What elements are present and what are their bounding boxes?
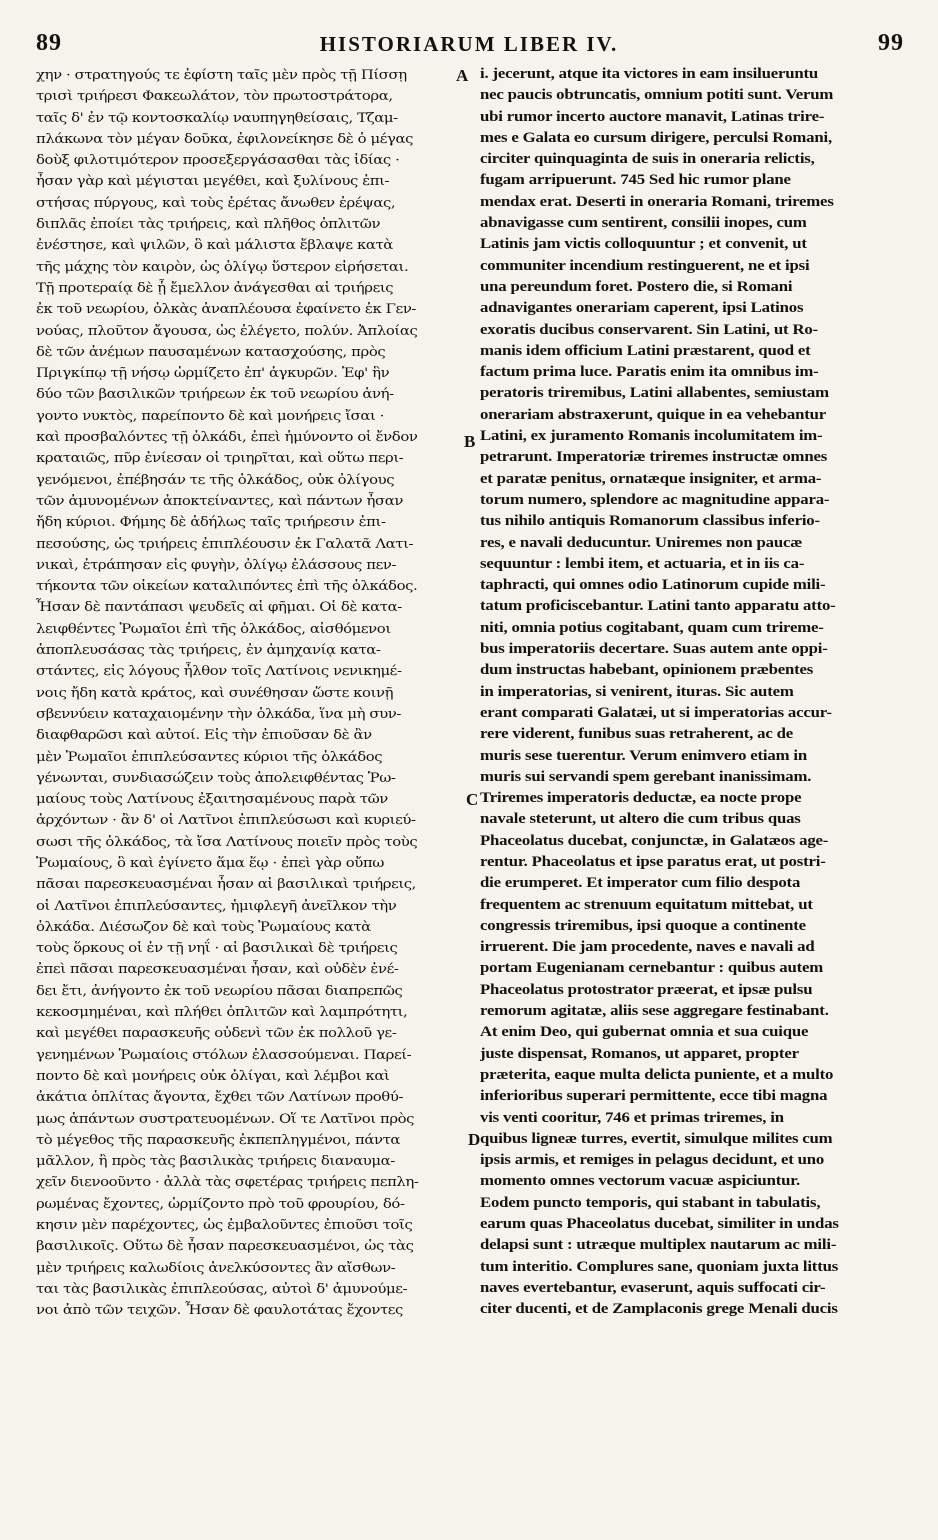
latin-line-text: delapsi sunt : utræque multiplex nautarum ac mili- (480, 1237, 837, 1254)
greek-line-text: ἦσαν γὰρ καὶ μέγισται μεγέθει, καὶ ξυλίνους ἐπι- (36, 173, 390, 189)
latin-line (480, 703, 910, 724)
greek-line-text: κησιν μὲν παρέχοντες, ὡς ἐμβαλοῦντες ἐπιοῦσι τοῖς (36, 1217, 413, 1233)
greek-line (36, 1044, 468, 1065)
greek-line (36, 1214, 468, 1235)
latin-line-text: Latinis jam victis colloquuntur ; et convenit, ut (480, 236, 807, 253)
section-marker-c: C (466, 790, 479, 809)
latin-line (480, 362, 910, 383)
latin-line (480, 1171, 910, 1192)
latin-line (480, 1278, 910, 1299)
latin-line (480, 873, 910, 894)
latin-line (480, 1257, 910, 1278)
latin-line-text: adnavigantes onerariam caperent, ipsi Latinos (480, 300, 804, 317)
latin-line-text: tatum proficiscebantur. Latini tanto apparatu atto- (480, 598, 836, 615)
greek-line (36, 746, 468, 767)
latin-line-text: Triremes imperatoris deductæ, ea nocte prope (480, 790, 802, 807)
greek-line (36, 895, 468, 916)
latin-line-text: die erumperet. Et imperator cum filio despota (480, 875, 801, 892)
latin-line (480, 767, 910, 788)
latin-line-text: inferioribus superari permittente, ecce tibi magna (480, 1088, 828, 1105)
greek-line-text: στάντες, εἰς λόγους ἦλθον τοῖς Λατίνοις νενικημέ- (36, 663, 402, 679)
greek-line (36, 1022, 468, 1043)
latin-line (480, 234, 910, 255)
latin-line-text: sequuntur : lembi item, et actuaria, et in iis ca- (480, 555, 805, 572)
greek-line-text: νικαὶ, ἐτράπησαν εἰς φυγὴν, ὀλίγῳ ἐλάσσους πεν- (36, 556, 397, 572)
left-page-number: 89 (36, 30, 62, 56)
greek-line (36, 1257, 468, 1278)
latin-line (480, 1193, 910, 1214)
greek-line (36, 533, 468, 554)
greek-line-text: τῶν ἀμυνομένων ἀποκτείναντες, καὶ πάντων ἦσαν (36, 492, 403, 508)
latin-line-text: niti, omnia potius cogitabant, quam cum trireme- (480, 619, 824, 636)
greek-line (36, 852, 468, 873)
greek-line-text: δει ἔτι, ἀνήγοντο ἐκ τοῦ νεωρίου πᾶσαι διαπρεπῶς (36, 982, 403, 998)
latin-line-text: manis idem officium Latini præstarent, quod et (480, 342, 811, 359)
greek-line (36, 383, 468, 404)
greek-line-text: καὶ προσβαλόντες τῇ ὁλκάδι, ἐπεὶ ἠμύνοντο οἱ ἔνδον (36, 429, 418, 445)
latin-line (480, 1044, 910, 1065)
latin-line-text: navale steterunt, ut altero die cum tribus quas (480, 811, 801, 828)
greek-line-text: τήκοντα τῶν οἰκείων καταλιπόντες ἐπὶ τῆς ὁλκάδος. (36, 578, 418, 594)
greek-line-text: μὲν τριήρεις καλωδίοις ἀνελκύσοντες ἂν αἴσθων- (36, 1259, 396, 1275)
greek-line-text: ἐπεὶ πᾶσαι παρεσκευασμέναι ἦσαν, καὶ οὐδὲν ἐνέ- (36, 961, 399, 977)
latin-line (480, 980, 910, 1001)
latin-line (480, 469, 910, 490)
greek-line-text: πλάκωνα τὸν μέγαν δοῦκα, ἐφιλονείκησε δὲ ὁ μέγας (36, 130, 414, 146)
latin-line (480, 1129, 910, 1150)
greek-line (36, 107, 468, 128)
latin-line-text: ipsis armis, et remiges in pelagus decidunt, et uno (480, 1152, 825, 1169)
latin-line-text: vis venti cooritur, 746 et primas triremes, in (480, 1109, 784, 1126)
latin-line-text: Phaceolatus protostrator præerat, et ipsæ pulsu (480, 981, 813, 998)
greek-line (36, 724, 468, 745)
latin-line-text: torum numero, splendore ac magnitudine appara- (480, 491, 830, 508)
latin-line (480, 682, 910, 703)
greek-line-text: ἀποπλευσάσας τὰς τριήρεις, ἐν ἀμηχανίᾳ κατα- (36, 642, 381, 658)
greek-line-text: πεσούσης, ὡς τριήρεις ἐπιπλέουσιν ἐκ Γαλατᾶ Λατι- (36, 535, 414, 551)
latin-line (480, 660, 910, 681)
greek-line (36, 916, 468, 937)
greek-line (36, 490, 468, 511)
greek-line-text: δὲ τῶν ἀνέμων παυσαμένων κατασχούσης, πρὸς (36, 343, 386, 359)
latin-line (480, 831, 910, 852)
greek-line (36, 1171, 468, 1192)
greek-line (36, 469, 468, 490)
greek-line (36, 256, 468, 277)
greek-line (36, 1129, 468, 1150)
latin-line (480, 383, 910, 404)
latin-line-text: At enim Deo, qui gubernat omnia et sua cuique (480, 1024, 809, 1041)
greek-line-text: γένωνται, συνδιασώζειν τοὺς ἀπολειφθέντας Ῥω- (36, 769, 396, 785)
greek-line-text: τῆς μάχης τὸν καιρὸν, ὡς ὀλίγῳ ὕστερον εἰρήσεται. (36, 258, 409, 274)
greek-line-text: νοι ἀπὸ τῶν τειχῶν. Ἦσαν δὲ φαυλοτάτας ἔχοντες (36, 1302, 403, 1318)
greek-line (36, 405, 468, 426)
greek-line-text: γοντο νυκτὸς, παρείποντο δὲ καὶ μονήρεις ἴσαι · (36, 407, 385, 423)
greek-line (36, 809, 468, 830)
greek-line (36, 1278, 468, 1299)
latin-line-text: exoratis ducibus conservarent. Sin Latini, ut Ro- (480, 321, 818, 338)
greek-line (36, 767, 468, 788)
latin-line-text: fugam arripuerunt. 745 Sed hic rumor plane (480, 172, 791, 189)
greek-line-text: τὸ μέγεθος τῆς παρασκευῆς ἐκπεπληγμένοι, πάντα (36, 1131, 401, 1147)
latin-line (480, 575, 910, 596)
latin-line-text: portam Eugenianam cernebantur : quibus autem (480, 960, 824, 977)
greek-line-text: Ἦσαν δὲ παντάπασι ψευδεῖς αἱ φῆμαι. Οἱ δὲ κατα- (36, 599, 402, 615)
latin-line (480, 1235, 910, 1256)
latin-line (480, 128, 910, 149)
latin-line (480, 1065, 910, 1086)
greek-line (36, 277, 468, 298)
greek-line (36, 1001, 468, 1022)
latin-line (480, 852, 910, 873)
latin-line (480, 1001, 910, 1022)
greek-line (36, 128, 468, 149)
latin-line-text: factum prima luce. Paratis enim ita omnibus im- (480, 364, 819, 381)
latin-line (480, 596, 910, 617)
latin-line (480, 1086, 910, 1107)
greek-line-text: ἀρχόντων · ἂν δ' οἱ Λατῖνοι ἐπιπλεύσωσι καὶ κυριεύ- (36, 812, 416, 828)
greek-line-text: στήσας πύργους, καὶ τοὺς ἐρέτας ἄνωθεν ἐρέψας, (36, 194, 396, 210)
greek-line (36, 1235, 468, 1256)
latin-text-column (480, 64, 910, 1532)
section-marker-a: A (456, 66, 469, 85)
greek-line (36, 362, 468, 383)
latin-line-text: citer ducenti, et de Zamplaconis grege Menali ducis (480, 1301, 838, 1318)
greek-line-text: ταῖς δ' ἐν τῷ κοντοσκαλίῳ ναυπηγηθείσαις, Τζαμ- (36, 109, 398, 125)
greek-line (36, 575, 468, 596)
greek-line (36, 596, 468, 617)
running-title: HISTORIARUM LIBER IV. (319, 32, 619, 56)
latin-line (480, 256, 910, 277)
latin-line-text: præterita, eaque multa delicta puniente, et a multo (480, 1066, 834, 1083)
latin-line-text: tum interitio. Complures sane, quoniam juxta littus (480, 1258, 839, 1275)
greek-line-text: τοὺς ὅρκους οἱ ἐν τῇ νηΐ · αἱ βασιλικαὶ δὲ τριήρεις (36, 940, 398, 956)
latin-line-text: res, e navali deducuntur. Uniremes non paucæ (480, 534, 803, 551)
greek-line (36, 511, 468, 532)
latin-line-text: et paratæ penitus, ornatæque insigniter, et arma- (480, 470, 822, 487)
greek-line (36, 682, 468, 703)
greek-line-text: οἱ Λατῖνοι ἐπιπλεύσαντες, ἡμιφλεγῆ ἀνεῖλκον τὴν (36, 897, 397, 913)
latin-line (480, 1214, 910, 1235)
latin-line (480, 277, 910, 298)
greek-line (36, 192, 468, 213)
latin-line-text: i. jecerunt, atque ita victores in eam insilueruntu (480, 66, 819, 82)
running-header (30, 30, 908, 62)
latin-line-text: naves evertebantur, evaserunt, aquis suffocati cir- (480, 1279, 826, 1296)
latin-line (480, 639, 910, 660)
latin-line (480, 490, 910, 511)
latin-line (480, 320, 910, 341)
latin-line (480, 533, 910, 554)
latin-line (480, 192, 910, 213)
greek-line (36, 170, 468, 191)
latin-line-text: mendax erat. Deserti in oneraria Romani, triremes (480, 193, 834, 210)
greek-line-text: δοὺξ φιλοτιμότερον προσεξεργάσασθαι τὰς ἰδίας · (36, 152, 400, 168)
latin-line (480, 958, 910, 979)
latin-line-text: communiter incendium restinguerent, ne et ipsi (480, 257, 810, 274)
latin-line-text: petrarunt. Imperatoriæ triremes instructæ omnes (480, 449, 828, 466)
section-marker-b: B (464, 432, 476, 451)
latin-line-text: Latini, ex juramento Romanis incolumitatem im- (480, 428, 823, 445)
latin-line (480, 554, 910, 575)
greek-line (36, 85, 468, 106)
greek-line (36, 788, 468, 809)
greek-line (36, 213, 468, 234)
greek-line-text: διπλᾶς ἐποίει τὰς τριήρεις, καὶ πλῆθος ὁπλιτῶν (36, 216, 381, 232)
greek-line-text: Πριγκίπῳ τῇ νήσῳ ὡρμίζετο ἐπ' ἀγκυρῶν. Ἐφ' ἣν (36, 365, 390, 381)
greek-line (36, 1150, 468, 1171)
greek-line-text: ἤδη κύριοι. Φήμης δὲ ἀδήλως ταῖς τριήρεσιν ἐπι- (36, 514, 386, 530)
greek-line (36, 831, 468, 852)
greek-line (36, 1086, 468, 1107)
latin-line (480, 213, 910, 234)
greek-line (36, 341, 468, 362)
greek-line (36, 1065, 468, 1086)
latin-line (480, 1299, 910, 1320)
latin-line-text: muris sui servandi spem gerebant inanissimam. (480, 768, 812, 785)
greek-line-text: ἐκ τοῦ νεωρίου, ὁλκὰς ἀναπλέουσα ἐφαίνετο ἐκ Γεν- (36, 301, 417, 317)
greek-line (36, 980, 468, 1001)
greek-line-text: πᾶσαι παρεσκευασμέναι ἦσαν αἱ βασιλικαὶ τριήρεις, (36, 876, 416, 892)
greek-line (36, 298, 468, 319)
greek-line-text: χεῖν διενοοῦντο · ἀλλὰ τὰς σφετέρας τριήρεις πεπλη- (36, 1174, 419, 1190)
greek-line-text: ἐνέστησε, καὶ ψιλῶν, ὃ καὶ μάλιστα ἔβλαψε κατὰ (36, 237, 393, 253)
latin-line (480, 916, 910, 937)
latin-line-text: earum quas Phaceolatus ducebat, similiter in undas (480, 1216, 839, 1233)
latin-line-text: dum instructas habebant, opinionem præbentes (480, 662, 814, 679)
greek-line-text: ὁλκάδα. Διέσωζον δὲ καὶ τοὺς Ῥωμαίους κατὰ (36, 918, 371, 934)
greek-line (36, 234, 468, 255)
latin-line (480, 788, 910, 809)
latin-line-text: circiter quinquaginta de suis in oneraria relictis, (480, 151, 815, 168)
greek-line-text: μαίους τοὺς Λατίνους ἐξαιτησαμένους παρὰ τῶν (36, 791, 388, 807)
greek-line-text: Ῥωμαίους, ὃ καὶ ἐγίνετο ἅμα ἕῳ · ἐπεὶ γὰρ οὔπω (36, 854, 384, 870)
latin-line (480, 170, 910, 191)
latin-line-text: erant comparati Galatæi, ut si imperatorias accur- (480, 704, 832, 721)
latin-line (480, 426, 910, 447)
greek-line (36, 873, 468, 894)
greek-line-text: διαφθαρῶσι καὶ αὐτοί. Εἰς τὴν ἐπιοῦσαν δὲ ἂν (36, 727, 372, 743)
latin-line-text: irruerent. Die jam procedente, naves e navali ad (480, 939, 815, 956)
greek-line-text: γενόμενοι, ἐπέβησάν τε τῆς ὁλκάδος, οὐκ ὀλίγους (36, 471, 395, 487)
greek-line (36, 1108, 468, 1129)
greek-line (36, 1299, 468, 1320)
latin-line (480, 895, 910, 916)
latin-line (480, 298, 910, 319)
latin-line-text: frequentem ac strenuum equitatum mittebat, ut (480, 896, 813, 913)
greek-line-text: καὶ μεγέθει παρασκευῆς οὐδενὶ τῶν ἐκ πολλοῦ γε- (36, 1025, 397, 1041)
latin-line-text: Eodem puncto temporis, qui stabant in tabulatis, (480, 1194, 821, 1211)
latin-line-text: in imperatorias, si venirent, ituras. Sic autem (480, 683, 794, 700)
section-marker-d: D (468, 1130, 481, 1149)
right-page-number: 99 (878, 30, 904, 56)
greek-line (36, 554, 468, 575)
greek-line (36, 639, 468, 660)
greek-line (36, 447, 468, 468)
latin-line (480, 511, 910, 532)
greek-line-text: νούας, πλοῦτον ἄγουσα, ὡς ἐλέγετο, πολύν. Ἀπλοίας (36, 322, 418, 338)
greek-line-text: ται τὰς βασιλικὰς ἐπιπλεούσας, αὐτοὶ δ' ἀμυνούμε- (36, 1280, 408, 1296)
greek-line-text: κεκοσμημέναι, καὶ πλήθει ὁπλιτῶν καὶ λαμπρότητι, (36, 1004, 408, 1020)
latin-line-text: muris sese tuerentur. Verum enimvero etiam in (480, 747, 807, 764)
greek-line-text: σβεννύειν καταχαιομένην τὴν ὁλκάδα, ἵνα μὴ συν- (36, 705, 402, 721)
latin-line-text: remorum agitatæ, aliis sese aggregare festinabant. (480, 1003, 829, 1020)
latin-line-text: congressis triremibus, ipsi quoque a continente (480, 917, 806, 934)
latin-line (480, 341, 910, 362)
latin-line-text: quibus ligneæ turres, evertit, simulque milites cum (480, 1130, 833, 1147)
greek-line-text: σωσι τῆς ὁλκάδος, τὰ ἴσα Λατίνους ποιεῖν πρὸς τοὺς (36, 833, 418, 849)
latin-line (480, 85, 910, 106)
greek-line-text: γενημένων Ῥωμαίοις στόλων ἐλασσούμεναι. Παρεί- (36, 1046, 412, 1062)
latin-line-text: abnavigasse cum sentirent, consilii inopes, cum (480, 215, 807, 232)
latin-line-text: momento omnes vectorum vacuæ aspiciuntur. (480, 1173, 800, 1190)
greek-line (36, 660, 468, 681)
latin-line-text: mes e Galata eo cursum dirigere, perculsi Romani, (480, 129, 833, 146)
latin-line-text: una pereundum foret. Postero die, si Romani (480, 278, 793, 295)
latin-line-text: bus imperatoriis decertare. Suas autem ante oppi- (480, 641, 828, 658)
greek-line-text: Τῇ προτεραίᾳ δὲ ᾗ ἔμελλον ἀνάγεσθαι αἱ τριήρεις (36, 279, 394, 295)
latin-line (480, 64, 910, 85)
greek-line (36, 320, 468, 341)
greek-line (36, 618, 468, 639)
latin-line-text: peratoris triremibus, Latini allabentes, semiustam (480, 385, 829, 402)
greek-text-column (36, 64, 468, 1532)
greek-line-text: μως ἁπάντων συστρατευομένων. Οἵ τε Λατῖνοι πρὸς (36, 1110, 415, 1126)
greek-line (36, 958, 468, 979)
latin-line-text: taphracti, qui omnes odio Latinorum cupide mili- (480, 577, 826, 594)
latin-line (480, 937, 910, 958)
latin-line (480, 1108, 910, 1129)
latin-line-text: juste dispensat, Romanos, ut apparet, propter (480, 1045, 799, 1062)
greek-line-text: νοις ἤδη κατὰ κράτος, καὶ συνέθησαν ὥστε κοινῇ (36, 684, 394, 700)
latin-line (480, 107, 910, 128)
greek-line (36, 149, 468, 170)
latin-line (480, 405, 910, 426)
latin-line-text: ubi rumor incerto auctore manavit, Latinas trire- (480, 108, 825, 125)
latin-line (480, 149, 910, 170)
greek-line-text: κραταιῶς, πῦρ ἐνίεσαν οἱ τριηρῖται, καὶ οὕτω περι- (36, 450, 404, 466)
greek-line-text: τρισὶ τριήρεσι Φακεωλάτον, τὸν πρωτοστράτορα, (36, 88, 393, 104)
greek-line-text: μᾶλλον, ἢ πρὸς τὰς βασιλικὰς τριήρεις διαναυμα- (36, 1153, 395, 1169)
latin-line-text: rentur. Phaceolatus et ipse paratus erat, ut postri- (480, 853, 826, 870)
greek-line (36, 1193, 468, 1214)
greek-line-text: χην · στρατηγούς τε ἐφίστη ταῖς μὲν πρὸς τῇ Πίσσῃ (36, 67, 407, 82)
greek-line-text: δύο τῶν βασιλικῶν τριήρεων ἐκ τοῦ νεωρίου ἀνή- (36, 386, 394, 402)
latin-line (480, 1150, 910, 1171)
latin-line-text: rere viderent, funibus suas retraherent, ac de (480, 726, 794, 743)
greek-line-text: μὲν Ῥωμαῖοι ἐπιπλεύσαντες κύριοι τῆς ὁλκάδος (36, 748, 383, 764)
latin-line (480, 1022, 910, 1043)
latin-line (480, 447, 910, 468)
latin-line (480, 618, 910, 639)
greek-line-text: ποντο δὲ καὶ μονήρεις οὐκ ὀλίγαι, καὶ λέμβοι καὶ (36, 1067, 390, 1083)
latin-line (480, 724, 910, 745)
latin-line (480, 746, 910, 767)
greek-line (36, 64, 468, 85)
latin-line (480, 809, 910, 830)
latin-line-text: nec paucis obtruncatis, omnium potiti sunt. Verum (480, 87, 834, 104)
greek-line (36, 426, 468, 447)
latin-line-text: tus nihilo antiquis Romanorum classibus inferio- (480, 513, 820, 530)
greek-line (36, 937, 468, 958)
greek-line (36, 703, 468, 724)
latin-line-text: Phaceolatus ducebat, conjunctæ, in Galatæos age- (480, 832, 829, 849)
greek-line-text: ρωμένας ἔχοντες, ὡρμίζοντο πρὸ τοῦ φρουρίου, δό- (36, 1195, 405, 1211)
greek-line-text: λειφθέντες Ῥωμαῖοι ἐπὶ τῆς ὁλκάδος, αἰσθόμενοι (36, 620, 391, 636)
greek-line-text: ἀκάτια ὁπλίτας ἄγοντα, ἔχθει τῶν Λατίνων προθύ- (36, 1089, 404, 1105)
latin-line-text: onerariam abstraxerunt, quique in ea vehebantur (480, 406, 827, 423)
greek-line-text: βασιλικοῖς. Οὕτω δὲ ἦσαν παρεσκευασμένοι, ὡς τὰς (36, 1238, 414, 1254)
